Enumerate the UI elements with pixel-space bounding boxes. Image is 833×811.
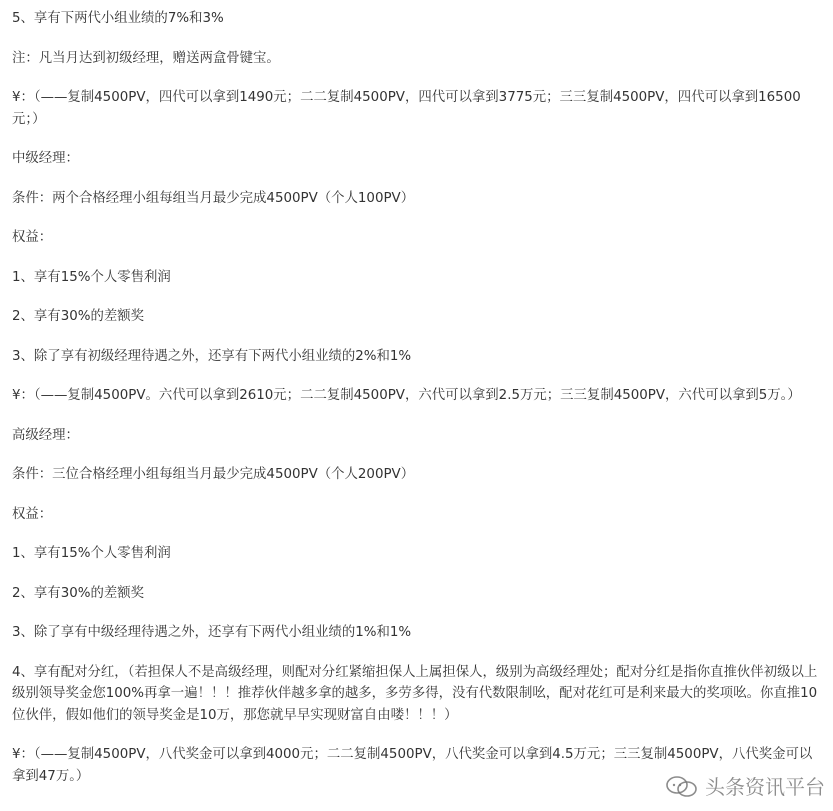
paragraph-note: 注：凡当月达到初级经理，赠送两盒骨键宝。	[12, 50, 280, 66]
paragraph-middle-earnings: ¥：（——复制4500PV。六代可以拿到2610元；二二复制4500PV，六代可以拿到2.5万元；三三复制4500PV，六代可以拿到5万。）	[12, 388, 801, 403]
paragraph-senior-right-2: 2、享有30%的差额奖	[12, 585, 145, 601]
heading-middle-manager: 中级经理：	[12, 151, 79, 166]
paragraph-senior-right-3: 3、除了享有中级经理待遇之外，还享有下两代小组业绩的1%和1%	[12, 625, 412, 640]
paragraph-senior-right-4: 4、享有配对分红，（若担保人不是高级经理，则配对分红紧缩担保人上属担保人，级别为高级经理处；配对分红是指你直推伙伴初级以上级别领导奖金您100%再拿一遍！！！推荐伙伴越多拿的越多，多劳多得，没有代数限制吆，配对花红可是利来最大的奖项吆。你直推10位伙伴，假如他们的领导奖金是10万，那您就早早实现财富自由喽！！！）	[12, 664, 818, 723]
heading-senior-manager: 高级经理：	[12, 427, 79, 443]
paragraph-middle-conditions: 条件：两个合格经理小组每组当月最少完成4500PV（个人100PV）	[12, 190, 415, 206]
heading-middle-rights: 权益：	[12, 230, 53, 245]
paragraph-junior-earnings: ¥：（——复制4500PV，四代可以拿到1490元；二二复制4500PV，四代可以拿到3775元；三三复制4500PV，四代可以拿到16500元；）	[12, 90, 801, 127]
paragraph-senior-conditions: 条件：三位合格经理小组每组当月最少完成4500PV（个人200PV）	[12, 467, 415, 482]
paragraph-middle-right-3: 3、除了享有初级经理待遇之外，还享有下两代小组业绩的2%和1%	[12, 348, 412, 364]
paragraph-senior-earnings: ¥：（——复制4500PV，八代奖金可以拿到4000元；二二复制4500PV，八代奖金可以拿到4.5万元；三三复制4500PV，八代奖金可以拿到47万。）	[12, 747, 813, 784]
heading-senior-rights: 权益：	[12, 506, 53, 522]
watermark-text: 头条资讯平台	[705, 775, 825, 799]
paragraph-benefit-5: 5、享有下两代小组业绩的7%和3%	[12, 11, 224, 26]
paragraph-senior-right-1: 1、享有15%个人零售利润	[12, 546, 171, 561]
paragraph-middle-right-1: 1、享有15%个人零售利润	[12, 269, 171, 285]
paragraph-middle-right-2: 2、享有30%的差额奖	[12, 309, 145, 324]
